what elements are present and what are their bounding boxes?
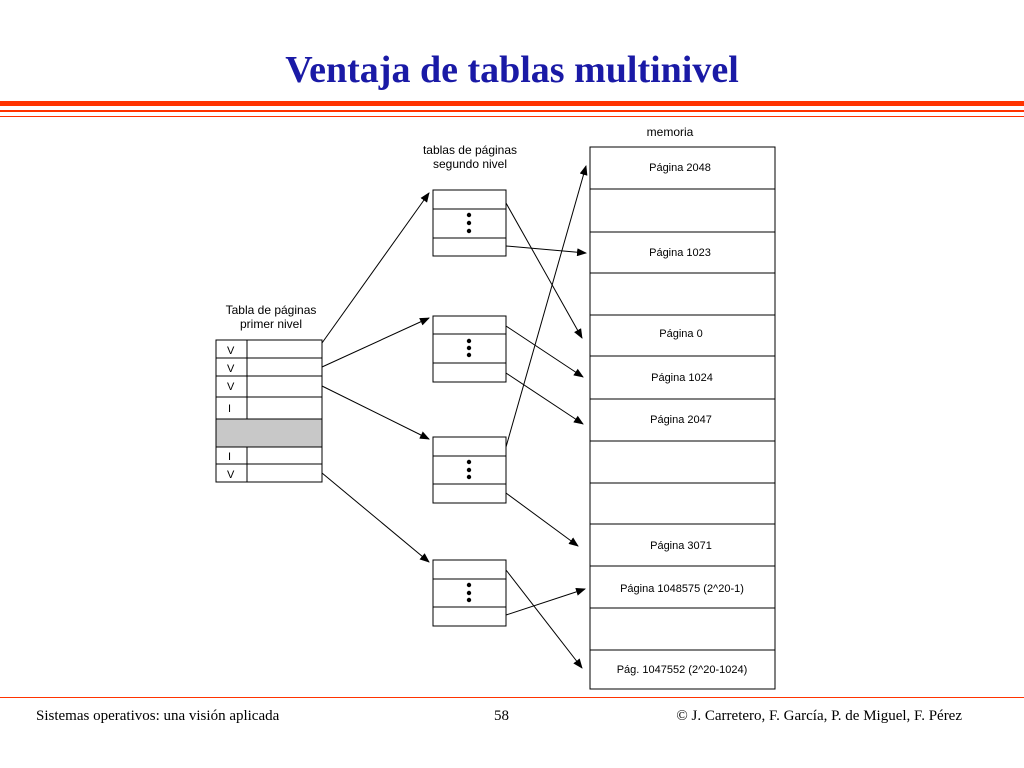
footer-page-number: 58 bbox=[494, 708, 509, 724]
footer-rule bbox=[0, 697, 1024, 698]
second-level-label-line1: tablas de páginas bbox=[422, 143, 518, 157]
first-level-row-7: V bbox=[227, 469, 235, 481]
first-level-table bbox=[216, 340, 322, 482]
arrows-second-to-memory bbox=[506, 166, 586, 668]
arrow bbox=[322, 386, 429, 439]
second-level-table-3 bbox=[433, 437, 506, 503]
first-level-row-3: V bbox=[227, 381, 235, 393]
arrow bbox=[506, 589, 585, 615]
first-level-row-2: V bbox=[227, 363, 235, 375]
arrow bbox=[506, 166, 586, 447]
memory-row-5: Página 0 bbox=[659, 328, 703, 340]
ellipsis-dot bbox=[467, 583, 471, 587]
arrow bbox=[506, 203, 582, 338]
arrow bbox=[506, 326, 583, 377]
slide-title: Ventaja de tablas multinivel bbox=[285, 49, 739, 91]
second-level-table-1 bbox=[433, 190, 506, 256]
arrows-first-to-second bbox=[322, 193, 429, 562]
arrow bbox=[506, 373, 583, 424]
memory-row-13: Pág. 1047552 (2^20-1024) bbox=[616, 664, 748, 676]
memory-row-10: Página 3071 bbox=[650, 540, 712, 552]
memory-row-6: Página 1024 bbox=[651, 372, 713, 384]
invalid-block bbox=[216, 419, 322, 447]
ellipsis-dot bbox=[467, 353, 471, 357]
first-level-row-6: I bbox=[228, 451, 232, 463]
arrow bbox=[506, 246, 586, 253]
ellipsis-dot bbox=[467, 475, 471, 479]
ellipsis-dot bbox=[467, 339, 471, 343]
ellipsis-dot bbox=[467, 213, 471, 217]
ellipsis-dot bbox=[467, 221, 471, 225]
ellipsis-dot bbox=[467, 598, 471, 602]
first-level-row-1: V bbox=[227, 345, 235, 357]
ellipsis-dot bbox=[467, 229, 471, 233]
arrow bbox=[506, 493, 578, 546]
arrow bbox=[322, 318, 429, 367]
arrow bbox=[322, 193, 429, 343]
ellipsis-dot bbox=[467, 468, 471, 472]
first-level-label-line2: primer nivel bbox=[239, 317, 303, 331]
ellipsis-dot bbox=[467, 460, 471, 464]
memory-row-3: Página 1023 bbox=[649, 247, 711, 259]
second-level-table-2 bbox=[433, 316, 506, 382]
first-level-label-line1: Tabla de páginas bbox=[225, 303, 317, 317]
first-level-row-4: I bbox=[228, 403, 232, 415]
arrow bbox=[506, 570, 582, 668]
second-level-table-4 bbox=[433, 560, 506, 626]
arrow bbox=[322, 473, 429, 562]
memory-row-7: Página 2047 bbox=[650, 414, 712, 426]
ellipsis-dot bbox=[467, 346, 471, 350]
memory-label: memoria bbox=[646, 125, 694, 139]
memory-block bbox=[590, 147, 775, 689]
ellipsis-dot bbox=[467, 591, 471, 595]
footer-authors: © J. Carretero, F. García, P. de Miguel, F. Pérez bbox=[676, 708, 962, 724]
second-level-label-line2: segundo nivel bbox=[432, 157, 508, 171]
memory-row-1: Página 2048 bbox=[649, 162, 711, 174]
footer-book-title: Sistemas operativos: una visión aplicada bbox=[36, 708, 280, 724]
memory-row-11: Página 1048575 (2^20-1) bbox=[620, 583, 744, 595]
